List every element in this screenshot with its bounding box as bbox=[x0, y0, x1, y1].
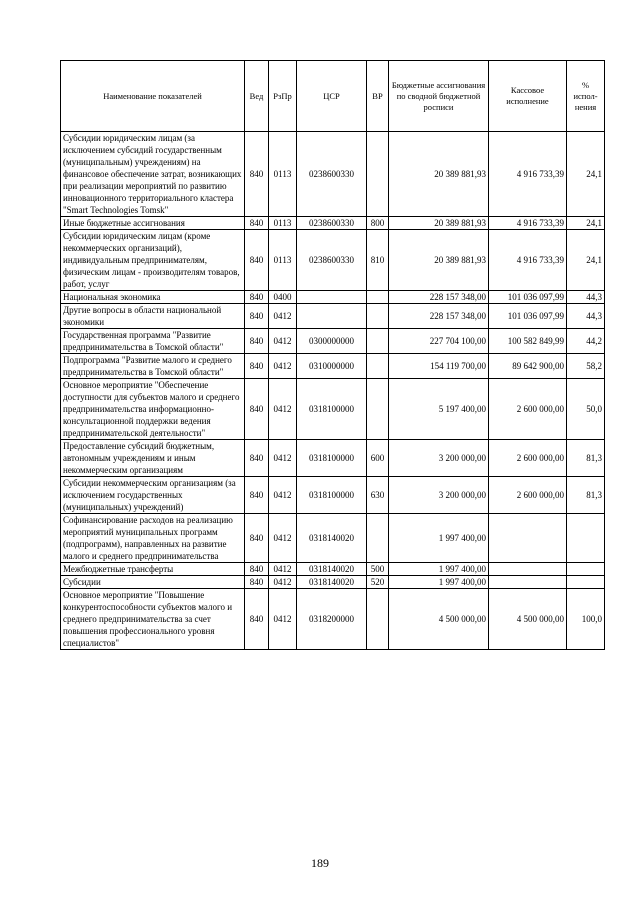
row-pct: 24,1 bbox=[567, 230, 605, 291]
row-ved: 840 bbox=[245, 514, 269, 563]
table-row bbox=[61, 576, 605, 589]
table-row bbox=[61, 230, 605, 291]
row-ved: 840 bbox=[245, 329, 269, 354]
row-rzpr: 0412 bbox=[269, 514, 297, 563]
row-ved: 840 bbox=[245, 132, 269, 217]
header-budget: Бюджетные ассигнования по сводной бюджетной росписи bbox=[389, 61, 489, 132]
row-rzpr: 0412 bbox=[269, 477, 297, 514]
row-cash bbox=[489, 563, 567, 576]
row-name: Национальная экономика bbox=[61, 291, 245, 304]
budget-table-container bbox=[60, 60, 604, 650]
row-rzpr: 0412 bbox=[269, 329, 297, 354]
row-name: Субсидии юридическим лицам (кроме некоммерческих организаций), индивидуальным предпринимателям, физическим лицам - производителям товаров, работ, услуг bbox=[61, 230, 245, 291]
row-pct bbox=[567, 576, 605, 589]
row-pct: 100,0 bbox=[567, 589, 605, 650]
row-budget: 1 997 400,00 bbox=[389, 563, 489, 576]
row-cash: 100 582 849,99 bbox=[489, 329, 567, 354]
row-budget: 4 500 000,00 bbox=[389, 589, 489, 650]
table-row bbox=[61, 440, 605, 477]
table-row bbox=[61, 477, 605, 514]
row-rzpr: 0412 bbox=[269, 576, 297, 589]
row-cash: 101 036 097,99 bbox=[489, 304, 567, 329]
row-budget: 228 157 348,00 bbox=[389, 304, 489, 329]
row-name: Субсидии bbox=[61, 576, 245, 589]
row-name: Основное мероприятие "Обеспечение доступности для субъектов малого и среднего предпринимательства информационно-консультационной поддержки ведения предпринимательской деятельности" bbox=[61, 379, 245, 440]
row-vr: 630 bbox=[367, 477, 389, 514]
row-cash: 101 036 097,99 bbox=[489, 291, 567, 304]
row-budget: 1 997 400,00 bbox=[389, 514, 489, 563]
row-csr: 0238600330 bbox=[297, 230, 367, 291]
table-row bbox=[61, 589, 605, 650]
row-rzpr: 0412 bbox=[269, 440, 297, 477]
row-cash: 89 642 900,00 bbox=[489, 354, 567, 379]
row-cash bbox=[489, 514, 567, 563]
page-number: 189 bbox=[311, 856, 329, 870]
row-csr: 0318140020 bbox=[297, 514, 367, 563]
table-row bbox=[61, 514, 605, 563]
row-name: Софинансирование расходов на реализацию мероприятий муниципальных программ (подпрограмм), направленных на развитие малого и среднего предпринимательства bbox=[61, 514, 245, 563]
row-ved: 840 bbox=[245, 217, 269, 230]
row-csr: 0318140020 bbox=[297, 563, 367, 576]
row-csr: 0318100000 bbox=[297, 477, 367, 514]
row-ved: 840 bbox=[245, 230, 269, 291]
table-row bbox=[61, 132, 605, 217]
row-name: Государственная программа "Развитие предпринимательства в Томской области" bbox=[61, 329, 245, 354]
row-vr: 500 bbox=[367, 563, 389, 576]
row-vr bbox=[367, 304, 389, 329]
row-budget: 154 119 700,00 bbox=[389, 354, 489, 379]
row-csr: 0318100000 bbox=[297, 379, 367, 440]
row-pct: 44,3 bbox=[567, 304, 605, 329]
row-rzpr: 0412 bbox=[269, 589, 297, 650]
table-row bbox=[61, 291, 605, 304]
row-pct bbox=[567, 563, 605, 576]
row-csr: 0310000000 bbox=[297, 354, 367, 379]
row-rzpr: 0400 bbox=[269, 291, 297, 304]
row-vr: 600 bbox=[367, 440, 389, 477]
row-ved: 840 bbox=[245, 440, 269, 477]
row-cash: 4 500 000,00 bbox=[489, 589, 567, 650]
row-ved: 840 bbox=[245, 304, 269, 329]
row-vr bbox=[367, 514, 389, 563]
row-csr: 0238600330 bbox=[297, 217, 367, 230]
table-row bbox=[61, 304, 605, 329]
row-pct bbox=[567, 514, 605, 563]
row-name: Подпрограмма "Развитие малого и среднего предпринимательства в Томской области" bbox=[61, 354, 245, 379]
header-rzpr: РзПр bbox=[269, 61, 297, 132]
row-rzpr: 0113 bbox=[269, 217, 297, 230]
row-pct: 24,1 bbox=[567, 217, 605, 230]
row-vr: 800 bbox=[367, 217, 389, 230]
row-budget: 227 704 100,00 bbox=[389, 329, 489, 354]
row-ved: 840 bbox=[245, 291, 269, 304]
row-rzpr: 0412 bbox=[269, 354, 297, 379]
header-name: Наименование показателей bbox=[61, 61, 245, 132]
row-name: Основное мероприятие "Повышение конкурентоспособности субъектов малого и среднего предпринимательства за счет повышения профессионального уровня специалистов" bbox=[61, 589, 245, 650]
row-budget: 3 200 000,00 bbox=[389, 440, 489, 477]
table-row bbox=[61, 329, 605, 354]
row-budget: 20 389 881,93 bbox=[389, 217, 489, 230]
row-pct: 81,3 bbox=[567, 440, 605, 477]
header-pct: % испол-нения bbox=[567, 61, 605, 132]
header-vr: ВР bbox=[367, 61, 389, 132]
row-rzpr: 0113 bbox=[269, 132, 297, 217]
row-rzpr: 0412 bbox=[269, 563, 297, 576]
row-cash bbox=[489, 576, 567, 589]
row-pct: 24,1 bbox=[567, 132, 605, 217]
row-cash: 2 600 000,00 bbox=[489, 440, 567, 477]
row-ved: 840 bbox=[245, 477, 269, 514]
row-name: Другие вопросы в области национальной экономики bbox=[61, 304, 245, 329]
table-header-row bbox=[61, 61, 605, 132]
row-name: Иные бюджетные ассигнования bbox=[61, 217, 245, 230]
row-cash: 4 916 733,39 bbox=[489, 217, 567, 230]
row-rzpr: 0412 bbox=[269, 379, 297, 440]
row-name: Субсидии юридическим лицам (за исключением субсидий государственным (муниципальным) учреждениям) на финансовое обеспечение затрат, возникающих при реализации мероприятий по развитию инновационного территориального кластера "Smart Technologies Tomsk" bbox=[61, 132, 245, 217]
row-csr: 0238600330 bbox=[297, 132, 367, 217]
row-name: Субсидии некоммерческим организациям (за исключением государственных (муниципальных) учреждений) bbox=[61, 477, 245, 514]
header-csr: ЦСР bbox=[297, 61, 367, 132]
table-row bbox=[61, 563, 605, 576]
row-name: Предоставление субсидий бюджетным, автономным учреждениям и иным некоммерческим организациям bbox=[61, 440, 245, 477]
row-csr bbox=[297, 304, 367, 329]
table-row bbox=[61, 379, 605, 440]
row-vr: 520 bbox=[367, 576, 389, 589]
row-budget: 3 200 000,00 bbox=[389, 477, 489, 514]
table-row bbox=[61, 354, 605, 379]
row-vr bbox=[367, 589, 389, 650]
row-ved: 840 bbox=[245, 563, 269, 576]
row-vr bbox=[367, 379, 389, 440]
header-cash: Кассовое исполнение bbox=[489, 61, 567, 132]
row-vr bbox=[367, 329, 389, 354]
row-pct: 58,2 bbox=[567, 354, 605, 379]
row-vr bbox=[367, 354, 389, 379]
row-budget: 20 389 881,93 bbox=[389, 230, 489, 291]
row-cash: 2 600 000,00 bbox=[489, 477, 567, 514]
row-pct: 44,3 bbox=[567, 291, 605, 304]
row-ved: 840 bbox=[245, 589, 269, 650]
row-csr bbox=[297, 291, 367, 304]
table-row bbox=[61, 217, 605, 230]
row-csr: 0300000000 bbox=[297, 329, 367, 354]
row-cash: 4 916 733,39 bbox=[489, 132, 567, 217]
row-ved: 840 bbox=[245, 576, 269, 589]
row-cash: 4 916 733,39 bbox=[489, 230, 567, 291]
row-pct: 44,2 bbox=[567, 329, 605, 354]
budget-execution-table bbox=[60, 60, 605, 650]
row-name: Межбюджетные трансферты bbox=[61, 563, 245, 576]
row-csr: 0318100000 bbox=[297, 440, 367, 477]
row-budget: 1 997 400,00 bbox=[389, 576, 489, 589]
row-pct: 50,0 bbox=[567, 379, 605, 440]
row-csr: 0318200000 bbox=[297, 589, 367, 650]
row-vr: 810 bbox=[367, 230, 389, 291]
row-rzpr: 0412 bbox=[269, 304, 297, 329]
row-csr: 0318140020 bbox=[297, 576, 367, 589]
header-ved: Вед bbox=[245, 61, 269, 132]
row-budget: 5 197 400,00 bbox=[389, 379, 489, 440]
row-rzpr: 0113 bbox=[269, 230, 297, 291]
row-budget: 20 389 881,93 bbox=[389, 132, 489, 217]
row-vr bbox=[367, 132, 389, 217]
row-vr bbox=[367, 291, 389, 304]
row-cash: 2 600 000,00 bbox=[489, 379, 567, 440]
row-ved: 840 bbox=[245, 379, 269, 440]
row-pct: 81,3 bbox=[567, 477, 605, 514]
row-ved: 840 bbox=[245, 354, 269, 379]
row-budget: 228 157 348,00 bbox=[389, 291, 489, 304]
